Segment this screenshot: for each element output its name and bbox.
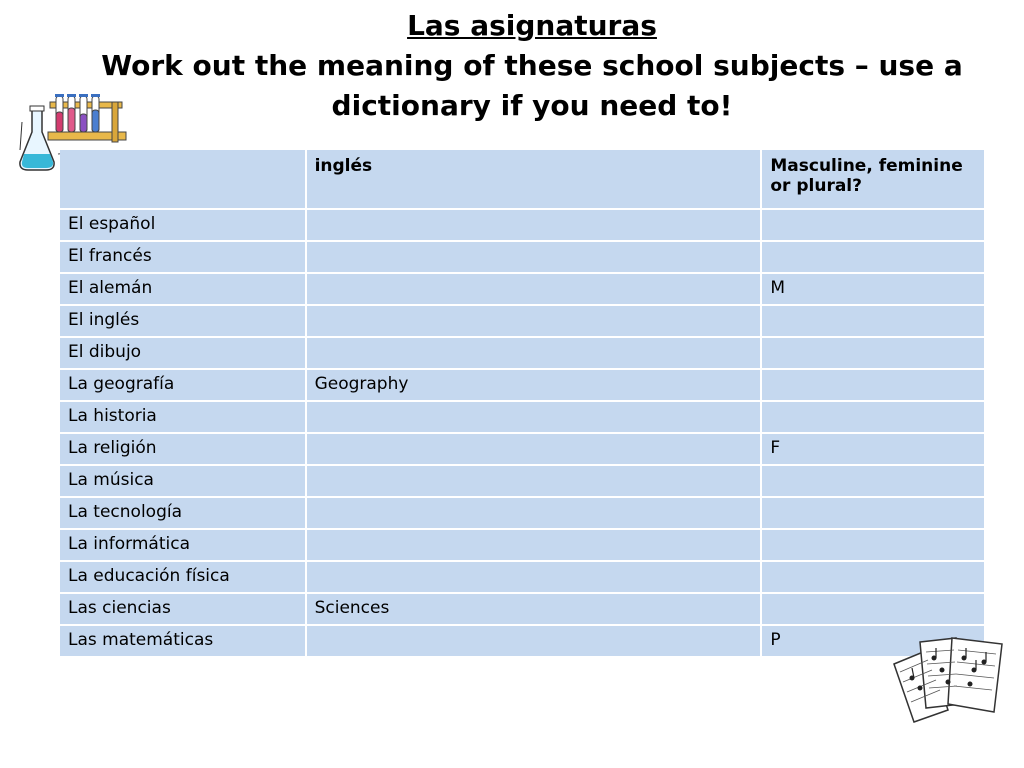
english-cell[interactable]	[307, 306, 761, 336]
gender-cell[interactable]	[762, 210, 984, 240]
table-row	[60, 242, 984, 272]
table-row	[60, 338, 984, 368]
gender-cell[interactable]	[762, 562, 984, 592]
spanish-cell: La tecnología	[60, 498, 305, 528]
spanish-cell: El alemán	[60, 274, 305, 304]
gender-cell[interactable]	[762, 338, 984, 368]
gender-cell[interactable]	[762, 530, 984, 560]
spanish-cell: La geografía	[60, 370, 305, 400]
spanish-cell: El dibujo	[60, 338, 305, 368]
spanish-cell: La historia	[60, 402, 305, 432]
spanish-cell: La educación física	[60, 562, 305, 592]
header-cell	[60, 150, 305, 208]
english-cell[interactable]	[307, 210, 761, 240]
header-cell: Masculine, feminine or plural?	[762, 150, 984, 208]
english-cell[interactable]	[307, 402, 761, 432]
english-cell[interactable]	[307, 466, 761, 496]
subjects-table	[58, 148, 986, 658]
table-row	[60, 210, 984, 240]
spanish-cell: La informática	[60, 530, 305, 560]
spanish-cell: El francés	[60, 242, 305, 272]
english-cell[interactable]	[307, 274, 761, 304]
table-row	[60, 562, 984, 592]
english-cell[interactable]	[307, 242, 761, 272]
spanish-cell: Las ciencias	[60, 594, 305, 624]
table-row	[60, 402, 984, 432]
english-cell[interactable]: Geography	[307, 370, 761, 400]
gender-cell[interactable]	[762, 498, 984, 528]
header-cell: inglés	[307, 150, 761, 208]
table-row	[60, 434, 984, 464]
english-cell[interactable]	[307, 530, 761, 560]
english-cell[interactable]	[307, 338, 761, 368]
spanish-cell: La música	[60, 466, 305, 496]
gender-cell[interactable]	[762, 466, 984, 496]
english-cell[interactable]	[307, 434, 761, 464]
gender-cell[interactable]	[762, 594, 984, 624]
english-cell[interactable]: Sciences	[307, 594, 761, 624]
english-cell[interactable]	[307, 562, 761, 592]
sheet-music-icon	[890, 632, 1008, 724]
spanish-cell: El español	[60, 210, 305, 240]
gender-cell[interactable]	[762, 242, 984, 272]
english-cell[interactable]	[307, 498, 761, 528]
spanish-cell: La religión	[60, 434, 305, 464]
table-row	[60, 466, 984, 496]
gender-cell[interactable]	[762, 370, 984, 400]
table-row	[60, 370, 984, 400]
gender-cell[interactable]	[762, 402, 984, 432]
table-row	[60, 274, 984, 304]
gender-cell[interactable]: F	[762, 434, 984, 464]
gender-cell[interactable]: M	[762, 274, 984, 304]
table-row	[60, 306, 984, 336]
page-subtitle: Work out the meaning of these school subjects – use a dictionary if you need to!	[101, 49, 963, 122]
table-row	[60, 530, 984, 560]
gender-cell[interactable]	[762, 306, 984, 336]
gender-cell[interactable]: P	[762, 626, 984, 656]
table-row	[60, 626, 984, 656]
table-row	[60, 594, 984, 624]
spanish-cell: El inglés	[60, 306, 305, 336]
table-row	[60, 498, 984, 528]
english-cell[interactable]	[307, 626, 761, 656]
table-header-row	[60, 150, 984, 208]
page-title: Las asignaturas	[407, 9, 657, 42]
spanish-cell: Las matemáticas	[60, 626, 305, 656]
slide-title-block	[40, 6, 1024, 126]
